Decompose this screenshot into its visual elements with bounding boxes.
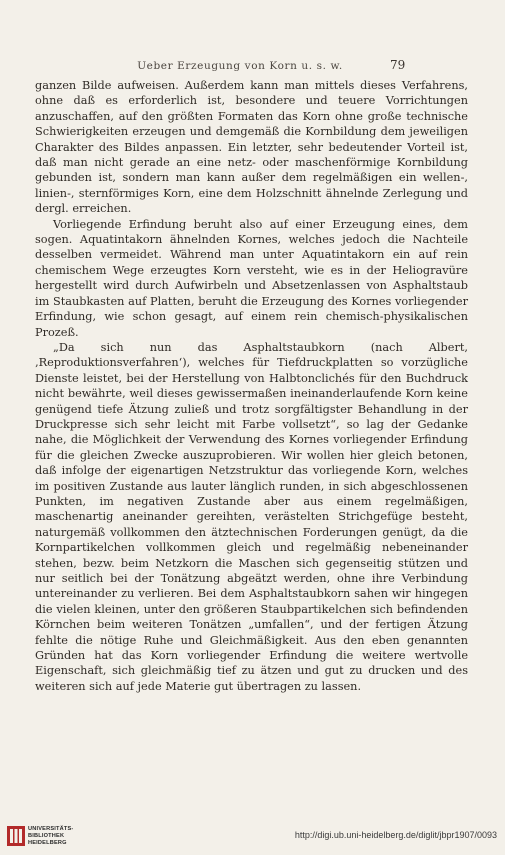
- logo-line-3: HEIDELBERG: [28, 840, 67, 846]
- logo-line-2: BIBLIOTHEK: [28, 833, 65, 839]
- page-number: 79: [390, 58, 406, 72]
- library-logo: [6, 824, 76, 852]
- paragraph-3: „Da sich nun das Asphaltstaubkorn (nach Albert, ‚Reproduktionsverfahren‘), welches für Tiefdruckplatten so vorzügliche Dienste leistet, bei der Herstellung von Halbtonclichés für den Buchdruck nicht bewährte, weil dieses gewissermaßen ineinanderlaufende Korn keine genügend tiefe Ätzung zuließ und trotz sorgfältigster Behandlung in der Druckpresse sich sehr leicht mit Farbe vollsetzt“, so lag der Gedanke nahe, die Möglichkeit der Verwendung des Kornes vorliegender Erfindung für die gleichen Zwecke auszuprobieren. Wir wollen hier gleich betonen, daß infolge der eigenartigen Netzstruktur das vorliegende Korn, welches im positiven Zustande aus lauter länglich runden, in sich abgeschlossenen Punkten, im negativen Zustande aber aus einem regelmäßigen, maschenartig aneinander gereihten, verästelten Strichgefüge besteht, naturgemäß vollkommen den ätztechnischen Forderungen genügt, da die Kornpartikelchen vollkommen gleich und regelmäßig nebeneinander stehen, bezw. beim Netzkorn die Maschen sich gegenseitig stützen und nur seitlich bei der Tonätzung abgeätzt werden, ohne ihre Verbindung untereinander zu verlieren. Bei dem Asphaltstaubkorn sahen wir hingegen die vielen kleinen, unter den größeren Staubpartikelchen sich befindenden Körnchen beim weiteren Tonätzen „umfallen“, und der fertigen Ätzung fehlte die nötige Ruhe und Gleichmäßigkeit. Aus den eben genannten Gründen hat das Korn vorliegender Erfindung die weitere wertvolle Eigenschaft, sich gleichmäßig tief zu ätzen und gut zu drucken und des weiteren sich auf jede Materie gut übertragen zu lassen.: [35, 340, 468, 693]
- paragraph-1: ganzen Bilde aufweisen. Außerdem kann man mittels dieses Verfahrens, ohne daß es erforderlich ist, besondere und teuere Vorrichtungen anzuschaffen, auf den größten Formaten das Korn ohne große technische Schwierigkeiten erzeugen und demgemäß die Kornbildung dem jeweiligen Charakter des Bildes anpassen. Ein letzter, sehr bedeutender Vorteil ist, daß man nicht gerade an eine netz- oder maschenförmige Kornbildung gebunden ist, sondern man kann außer dem regelmäßigen ein wellen-, linien-, sternförmiges Korn, eine dem Holzschnitt ähnelnde Zerlegung und dergl. erreichen.: [35, 79, 468, 216]
- running-title: Ueber Erzeugung von Korn u. s. w.: [137, 60, 343, 72]
- running-header: [0, 58, 505, 76]
- paragraph-2: Vorliegende Erfindung beruht also auf einer Erzeugung eines, dem sogen. Aquatintakorn ähnelnden Kornes, welches jedoch die Nachteile desselben vermeidet. Während man unter Aquatintakorn ein auf rein chemischem Wege erzeugtes Korn versteht, wie es in der Heliogravüre hergestellt wird durch Aufwirbeln und Absetzenlassen von Asphaltstaub im Staubkasten auf Platten, beruht die Erzeugung des Kornes vorliegender Erfindung, wie schon gesagt, auf einem rein chemisch-physikalischen Prozeß.: [35, 217, 468, 339]
- library-seal-icon: [6, 824, 26, 848]
- logo-text: [28, 826, 74, 847]
- logo-line-1: UNIVERSITÄTS-: [28, 826, 74, 832]
- body-text: [35, 78, 468, 694]
- digitization-url[interactable]: http://digi.ub.uni-heidelberg.de/diglit/jbpr1907/0093: [294, 830, 497, 840]
- page-footer: [0, 818, 505, 855]
